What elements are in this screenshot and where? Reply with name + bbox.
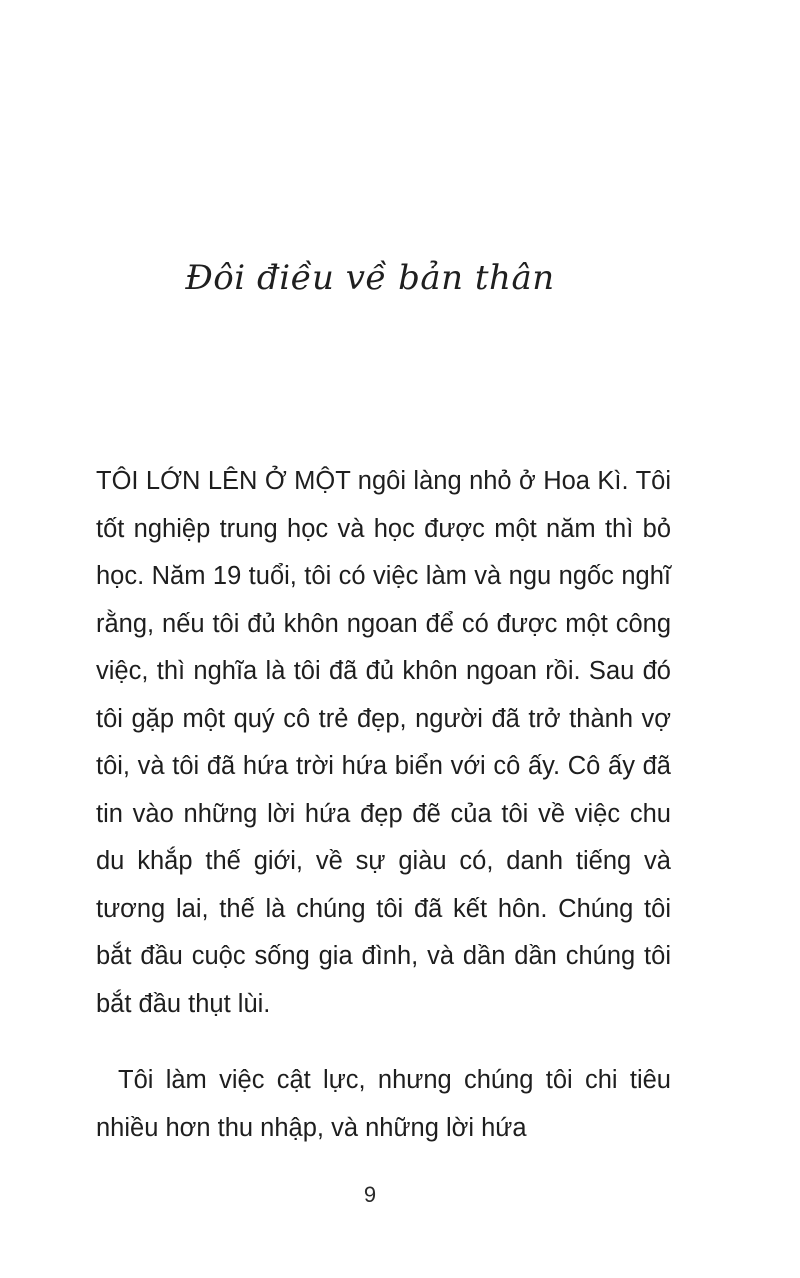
paragraph-2: Tôi làm việc cật lực, nhưng chúng tôi chi tiêu nhiều hơn thu nhập, và những lời hứa — [96, 1066, 671, 1142]
page-number: 9 — [363, 1182, 377, 1207]
chapter-title: Đôi điều về bản thân — [185, 258, 555, 298]
paragraph-1: TÔI LỚN LÊN Ở MỘT ngôi làng nhỏ ở Hoa Kì. Tôi tốt nghiệp trung học và học được một năm thì bỏ học. Năm 19 tuổi, tôi có việc làm và ngu ngốc nghĩ rằng, nếu tôi đủ khôn ngoan để có được một công việc, thì nghĩa là tôi đã đủ khôn ngoan rồi. Sau đó tôi gặp một quý cô trẻ đẹp, người đã trở thành vợ tôi, và tôi đã hứa trời hứa biển với cô ấy. Cô ấy đã tin vào những lời hứa đẹp đẽ của tôi về việc chu du khắp thế giới, về sự giàu có, danh tiếng và tương lai, thế là chúng tôi đã kết hôn. Chúng tôi bắt đầu cuộc sống gia đình, và dần dần chúng tôi bắt đầu thụt lùi. — [96, 467, 671, 1018]
